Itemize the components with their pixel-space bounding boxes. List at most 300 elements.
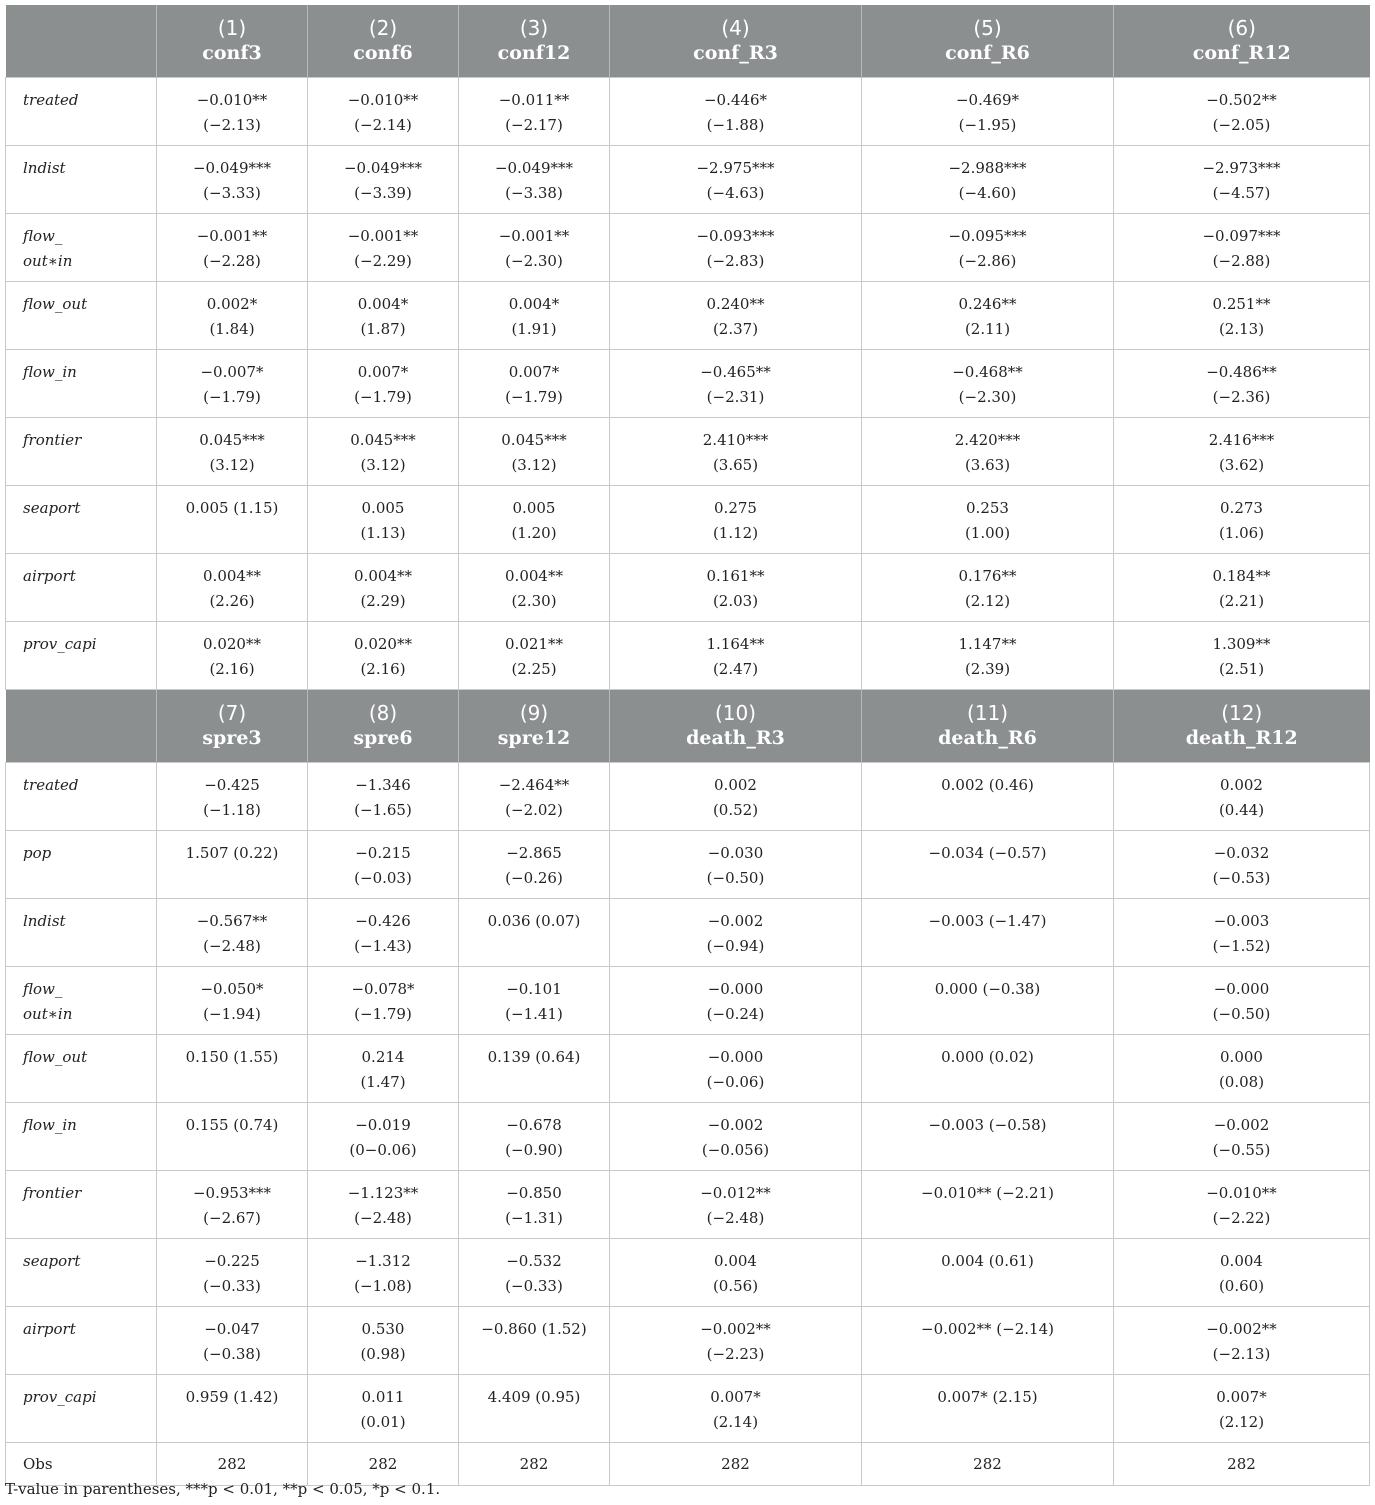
coefficient-cell xyxy=(1114,1307,1370,1375)
coefficient-value: 0.045*** xyxy=(501,431,567,449)
coefficient-cell xyxy=(610,486,862,554)
coefficient-cell xyxy=(308,1035,459,1103)
coefficient-cell xyxy=(610,1035,862,1103)
coefficient-value: −0.010** xyxy=(1206,1184,1277,1202)
coefficient-cell xyxy=(862,622,1114,690)
coefficient-value: −0.078* xyxy=(351,980,415,998)
coefficient-cell xyxy=(459,622,610,690)
coefficient-value: −0.010** xyxy=(196,91,268,109)
table-row xyxy=(6,1239,1370,1307)
coefficient-value: −2.865 xyxy=(506,844,562,862)
coefficient-value: −0.000 xyxy=(707,980,764,998)
table-row xyxy=(6,967,1370,1035)
coefficient-value: 0.007* xyxy=(710,1388,761,1406)
coefficient-cell xyxy=(157,1239,308,1307)
coefficient-value: 0.002 (0.46) xyxy=(941,776,1034,794)
t-value: (0.60) xyxy=(1218,1277,1265,1295)
t-value: (1.13) xyxy=(360,524,406,542)
coefficient-value: −0.049*** xyxy=(343,159,422,177)
panel1-column-header xyxy=(610,5,862,78)
t-value: (−1.88) xyxy=(706,116,765,134)
t-value: (3.12) xyxy=(511,456,557,474)
coefficient-value: −0.032 xyxy=(1213,844,1270,862)
panel1-column-header xyxy=(308,5,459,78)
panel1-header-row xyxy=(6,5,1370,78)
coefficient-cell xyxy=(157,486,308,554)
panel2-column-header xyxy=(1114,690,1370,763)
coefficient-cell xyxy=(1114,214,1370,282)
coefficient-cell xyxy=(862,282,1114,350)
coefficient-value: 0.011 xyxy=(361,1388,405,1406)
coefficient-value: −0.001** xyxy=(347,227,419,245)
coefficient-cell xyxy=(610,350,862,418)
coefficient-value: −0.000 xyxy=(707,1048,764,1066)
coefficient-cell xyxy=(459,831,610,899)
coefficient-value: 0.045*** xyxy=(350,431,416,449)
coefficient-cell xyxy=(308,146,459,214)
coefficient-cell xyxy=(459,1171,610,1239)
t-value: (0.01) xyxy=(360,1413,406,1431)
coefficient-value: −0.000 xyxy=(1213,980,1270,998)
coefficient-cell xyxy=(1114,418,1370,486)
coefficient-cell xyxy=(1114,1375,1370,1443)
t-value: (−1.31) xyxy=(505,1209,563,1227)
t-value: (−0.06) xyxy=(706,1073,765,1091)
t-value: (−3.33) xyxy=(203,184,261,202)
coefficient-value: 0.251** xyxy=(1212,295,1271,313)
t-value: (0.52) xyxy=(712,801,759,819)
variable-label-line2: out∗in xyxy=(23,1005,73,1023)
table-row xyxy=(6,146,1370,214)
column-number: (6) xyxy=(1227,16,1256,40)
panel1-column-header xyxy=(157,5,308,78)
variable-label: seaport xyxy=(23,1252,81,1270)
coefficient-value: 0.004** xyxy=(354,567,412,585)
coefficient-cell xyxy=(862,1375,1114,1443)
coefficient-value: 0.240** xyxy=(706,295,765,313)
coefficient-cell xyxy=(1114,763,1370,831)
coefficient-cell xyxy=(610,418,862,486)
coefficient-value: 0.007* (2.15) xyxy=(937,1388,1038,1406)
coefficient-cell xyxy=(459,967,610,1035)
coefficient-value: −0.003 (−0.58) xyxy=(928,1116,1047,1134)
t-value: (2.47) xyxy=(712,660,759,678)
coefficient-cell xyxy=(459,554,610,622)
coefficient-value: 0.005 xyxy=(361,499,405,517)
coefficient-cell xyxy=(862,967,1114,1035)
coefficient-cell xyxy=(610,763,862,831)
coefficient-cell xyxy=(157,554,308,622)
coefficient-cell xyxy=(862,214,1114,282)
coefficient-cell xyxy=(1114,967,1370,1035)
t-value: (−0.056) xyxy=(701,1141,770,1159)
table-row xyxy=(6,282,1370,350)
coefficient-cell xyxy=(459,282,610,350)
t-value: (3.12) xyxy=(209,456,255,474)
table-row xyxy=(6,831,1370,899)
regression-table-body xyxy=(6,5,1370,1486)
coefficient-cell xyxy=(459,486,610,554)
coefficient-value: −0.953*** xyxy=(192,1184,271,1202)
t-value: (−0.55) xyxy=(1212,1141,1271,1159)
coefficient-value: −0.002** xyxy=(700,1320,771,1338)
coefficient-value: −0.860 (1.52) xyxy=(481,1320,587,1338)
variable-name xyxy=(6,486,157,554)
coefficient-value: 0.004* xyxy=(508,295,560,313)
coefficient-value: 0.007* xyxy=(357,363,409,381)
coefficient-value: 0.007* xyxy=(508,363,560,381)
coefficient-value: −0.003 (−1.47) xyxy=(928,912,1047,930)
panel2-header-corner xyxy=(6,690,157,763)
observations-count: 282 xyxy=(157,1443,308,1486)
t-value: (−2.13) xyxy=(203,116,261,134)
coefficient-cell xyxy=(1114,350,1370,418)
coefficient-cell xyxy=(308,1103,459,1171)
coefficient-cell xyxy=(610,78,862,146)
panel2-column-header xyxy=(157,690,308,763)
observations-label: Obs xyxy=(6,1443,157,1486)
t-value: (−2.36) xyxy=(1212,388,1271,406)
coefficient-cell xyxy=(862,1307,1114,1375)
coefficient-value: 0.005 (1.15) xyxy=(185,499,279,517)
coefficient-value: −0.001** xyxy=(196,227,268,245)
variable-label: flow_in xyxy=(23,363,77,381)
t-value: (−1.41) xyxy=(505,1005,563,1023)
coefficient-cell xyxy=(459,763,610,831)
t-value: (3.62) xyxy=(1218,456,1265,474)
coefficient-cell xyxy=(862,1171,1114,1239)
t-value: (−2.17) xyxy=(505,116,563,134)
coefficient-cell xyxy=(157,418,308,486)
coefficient-value: −0.425 xyxy=(204,776,260,794)
observations-count: 282 xyxy=(1114,1443,1370,1486)
table-row xyxy=(6,1375,1370,1443)
coefficient-cell xyxy=(157,1307,308,1375)
coefficient-value: 0.004* xyxy=(357,295,409,313)
t-value: (1.87) xyxy=(360,320,406,338)
coefficient-cell xyxy=(308,282,459,350)
table-row xyxy=(6,350,1370,418)
coefficient-cell xyxy=(1114,78,1370,146)
coefficient-cell xyxy=(459,418,610,486)
coefficient-cell xyxy=(610,214,862,282)
coefficient-value: 0.002* xyxy=(206,295,258,313)
t-value: (3.65) xyxy=(712,456,759,474)
t-value: (−2.05) xyxy=(1212,116,1271,134)
t-value: (−2.14) xyxy=(354,116,412,134)
coefficient-cell xyxy=(1114,146,1370,214)
coefficient-cell xyxy=(157,1375,308,1443)
coefficient-cell xyxy=(610,146,862,214)
t-value: (−0.50) xyxy=(1212,1005,1271,1023)
t-value: (−2.30) xyxy=(505,252,563,270)
coefficient-value: −0.049*** xyxy=(192,159,271,177)
variable-label: treated xyxy=(23,776,79,794)
t-value: (−0.53) xyxy=(1212,869,1271,887)
coefficient-cell xyxy=(862,1103,1114,1171)
variable-label: frontier xyxy=(23,1184,82,1202)
variable-label: flow_out xyxy=(23,295,88,313)
coefficient-value: −0.426 xyxy=(355,912,411,930)
t-value: (−2.13) xyxy=(1212,1345,1271,1363)
coefficient-value: −0.095*** xyxy=(948,227,1027,245)
coefficient-value: −0.019 xyxy=(355,1116,411,1134)
t-value: (1.47) xyxy=(360,1073,406,1091)
t-value: (2.26) xyxy=(209,592,255,610)
coefficient-value: 0.000 (−0.38) xyxy=(934,980,1041,998)
coefficient-cell xyxy=(862,1035,1114,1103)
coefficient-cell xyxy=(308,1171,459,1239)
t-value: (2.16) xyxy=(360,660,406,678)
table-row xyxy=(6,1103,1370,1171)
coefficient-value: 0.007* xyxy=(1216,1388,1267,1406)
panel1-column-header xyxy=(1114,5,1370,78)
variable-name xyxy=(6,418,157,486)
coefficient-cell xyxy=(157,763,308,831)
coefficient-value: 0.004** xyxy=(203,567,261,585)
coefficient-value: −0.567** xyxy=(196,912,268,930)
dependent-variable-name: spre6 xyxy=(353,727,413,749)
coefficient-value: 0.002 xyxy=(1220,776,1263,794)
coefficient-cell xyxy=(1114,622,1370,690)
t-value: (1.20) xyxy=(511,524,557,542)
column-number: (7) xyxy=(217,701,247,725)
coefficient-cell xyxy=(862,831,1114,899)
column-number: (8) xyxy=(368,701,398,725)
variable-label: lndist xyxy=(23,159,66,177)
coefficient-value: −0.003 xyxy=(1213,912,1270,930)
t-value: (−2.02) xyxy=(505,801,563,819)
coefficient-value: −0.002 xyxy=(1213,1116,1270,1134)
coefficient-cell xyxy=(610,1307,862,1375)
coefficient-value: 0.155 (0.74) xyxy=(185,1116,279,1134)
coefficient-cell xyxy=(157,146,308,214)
t-value: (−1.95) xyxy=(958,116,1017,134)
t-value: (3.12) xyxy=(360,456,406,474)
t-value: (0.44) xyxy=(1218,801,1265,819)
coefficient-cell xyxy=(610,967,862,1035)
t-value: (−0.26) xyxy=(505,869,563,887)
coefficient-cell xyxy=(1114,486,1370,554)
variable-name xyxy=(6,899,157,967)
coefficient-value: −2.975*** xyxy=(696,159,775,177)
coefficient-cell xyxy=(610,831,862,899)
panel2-column-header xyxy=(308,690,459,763)
coefficient-value: −0.001** xyxy=(498,227,570,245)
t-value: (−2.22) xyxy=(1212,1209,1271,1227)
coefficient-value: 0.214 xyxy=(361,1048,405,1066)
coefficient-cell xyxy=(459,1375,610,1443)
observations-count: 282 xyxy=(862,1443,1114,1486)
coefficient-cell xyxy=(157,1103,308,1171)
coefficient-value: −2.973*** xyxy=(1202,159,1281,177)
coefficient-cell xyxy=(610,554,862,622)
t-value: (2.39) xyxy=(964,660,1011,678)
variable-label: frontier xyxy=(23,431,82,449)
coefficient-value: −0.050* xyxy=(200,980,264,998)
t-value: (−2.48) xyxy=(706,1209,765,1227)
regression-table xyxy=(5,5,1370,1486)
coefficient-value: −0.486** xyxy=(1206,363,1277,381)
coefficient-value: 1.164** xyxy=(706,635,765,653)
coefficient-value: −0.002 xyxy=(707,1116,764,1134)
t-value: (1.84) xyxy=(209,320,255,338)
dependent-variable-name: conf_R6 xyxy=(945,42,1030,64)
coefficient-cell xyxy=(610,1375,862,1443)
table-row xyxy=(6,554,1370,622)
coefficient-cell xyxy=(308,214,459,282)
variable-label: flow_ xyxy=(23,980,63,998)
panel2-header-row xyxy=(6,690,1370,763)
variable-label: prov_capi xyxy=(23,635,97,653)
table-row xyxy=(6,899,1370,967)
coefficient-value: −0.030 xyxy=(707,844,764,862)
variable-name xyxy=(6,146,157,214)
coefficient-cell xyxy=(308,1307,459,1375)
coefficient-value: 0.004 xyxy=(1220,1252,1263,1270)
table-row xyxy=(6,78,1370,146)
coefficient-value: 0.045*** xyxy=(199,431,265,449)
coefficient-value: −0.002** xyxy=(1206,1320,1277,1338)
coefficient-cell xyxy=(308,967,459,1035)
panel2-column-header xyxy=(610,690,862,763)
coefficient-cell xyxy=(459,78,610,146)
variable-name xyxy=(6,1035,157,1103)
coefficient-cell xyxy=(1114,899,1370,967)
coefficient-value: −0.225 xyxy=(204,1252,260,1270)
table-row xyxy=(6,214,1370,282)
t-value: (−2.48) xyxy=(203,937,261,955)
t-value: (−2.86) xyxy=(958,252,1017,270)
coefficient-value: −2.464** xyxy=(498,776,570,794)
variable-label: treated xyxy=(23,91,79,109)
t-value: (0.56) xyxy=(712,1277,759,1295)
t-value: (−2.23) xyxy=(706,1345,765,1363)
t-value: (−0.03) xyxy=(354,869,412,887)
coefficient-cell xyxy=(610,1239,862,1307)
coefficient-value: 0.253 xyxy=(966,499,1009,517)
coefficient-cell xyxy=(308,418,459,486)
t-value: (2.12) xyxy=(964,592,1011,610)
variable-name xyxy=(6,78,157,146)
coefficient-value: −0.011** xyxy=(498,91,570,109)
t-value: (−3.39) xyxy=(354,184,412,202)
coefficient-cell xyxy=(308,78,459,146)
table-footnote: T-value in parentheses, ***p < 0.01, **p < 0.05, *p < 0.1. xyxy=(5,1480,441,1498)
variable-name xyxy=(6,350,157,418)
coefficient-value: 0.004 xyxy=(714,1252,757,1270)
t-value: (0−0.06) xyxy=(349,1141,417,1159)
t-value: (−4.60) xyxy=(958,184,1017,202)
coefficient-value: −0.678 xyxy=(506,1116,562,1134)
coefficient-cell xyxy=(459,1103,610,1171)
coefficient-value: 1.147** xyxy=(958,635,1017,653)
t-value: (2.16) xyxy=(209,660,255,678)
t-value: (−2.67) xyxy=(203,1209,261,1227)
coefficient-value: −0.465** xyxy=(700,363,771,381)
t-value: (−0.38) xyxy=(203,1345,261,1363)
variable-label: flow_out xyxy=(23,1048,88,1066)
coefficient-cell xyxy=(610,282,862,350)
t-value: (−1.79) xyxy=(354,388,412,406)
t-value: (−0.94) xyxy=(706,937,765,955)
variable-name xyxy=(6,1103,157,1171)
coefficient-cell xyxy=(862,78,1114,146)
t-value: (−4.57) xyxy=(1212,184,1271,202)
variable-name xyxy=(6,763,157,831)
coefficient-value: −0.002** (−2.14) xyxy=(921,1320,1054,1338)
coefficient-value: −0.010** xyxy=(347,91,419,109)
coefficient-value: 0.246** xyxy=(958,295,1017,313)
coefficient-cell xyxy=(157,831,308,899)
observations-count: 282 xyxy=(610,1443,862,1486)
table-row xyxy=(6,486,1370,554)
coefficient-value: 2.420*** xyxy=(954,431,1021,449)
t-value: (2.51) xyxy=(1218,660,1265,678)
table-row xyxy=(6,418,1370,486)
column-number: (5) xyxy=(973,16,1002,40)
coefficient-value: 0.004 (0.61) xyxy=(941,1252,1034,1270)
coefficient-value: −0.007* xyxy=(200,363,264,381)
variable-label: flow_ xyxy=(23,227,63,245)
coefficient-cell xyxy=(308,350,459,418)
t-value: (−3.38) xyxy=(505,184,563,202)
coefficient-value: −1.123** xyxy=(347,1184,419,1202)
t-value: (−2.30) xyxy=(958,388,1017,406)
coefficient-cell xyxy=(308,1239,459,1307)
t-value: (1.00) xyxy=(964,524,1011,542)
coefficient-value: 1.309** xyxy=(1212,635,1271,653)
dependent-variable-name: conf_R3 xyxy=(693,42,778,64)
coefficient-value: 0.036 (0.07) xyxy=(487,912,581,930)
dependent-variable-name: conf6 xyxy=(353,42,413,64)
t-value: (2.30) xyxy=(511,592,557,610)
t-value: (2.25) xyxy=(511,660,557,678)
coefficient-cell xyxy=(1114,282,1370,350)
dependent-variable-name: spre12 xyxy=(497,727,571,749)
coefficient-value: −0.093*** xyxy=(696,227,775,245)
panel1-column-header xyxy=(862,5,1114,78)
coefficient-cell xyxy=(308,486,459,554)
t-value: (−4.63) xyxy=(706,184,765,202)
variable-name xyxy=(6,1307,157,1375)
t-value: (−1.65) xyxy=(354,801,412,819)
variable-name xyxy=(6,622,157,690)
coefficient-cell xyxy=(308,763,459,831)
coefficient-cell xyxy=(308,1375,459,1443)
column-number: (1) xyxy=(217,16,247,40)
variable-label: seaport xyxy=(23,499,81,517)
coefficient-cell xyxy=(862,763,1114,831)
coefficient-value: −0.049*** xyxy=(494,159,573,177)
coefficient-value: 4.409 (0.95) xyxy=(487,1388,581,1406)
table-row xyxy=(6,763,1370,831)
dependent-variable-name: death_R3 xyxy=(686,727,785,749)
table-row xyxy=(6,622,1370,690)
t-value: (2.13) xyxy=(1218,320,1265,338)
table-row xyxy=(6,1035,1370,1103)
t-value: (2.37) xyxy=(712,320,759,338)
coefficient-value: 2.416*** xyxy=(1208,431,1275,449)
coefficient-value: −0.502** xyxy=(1206,91,1277,109)
t-value: (1.06) xyxy=(1218,524,1265,542)
coefficient-cell xyxy=(610,622,862,690)
coefficient-cell xyxy=(459,214,610,282)
t-value: (2.14) xyxy=(712,1413,759,1431)
t-value: (2.12) xyxy=(1218,1413,1265,1431)
coefficient-cell xyxy=(862,899,1114,967)
variable-label: prov_capi xyxy=(23,1388,97,1406)
